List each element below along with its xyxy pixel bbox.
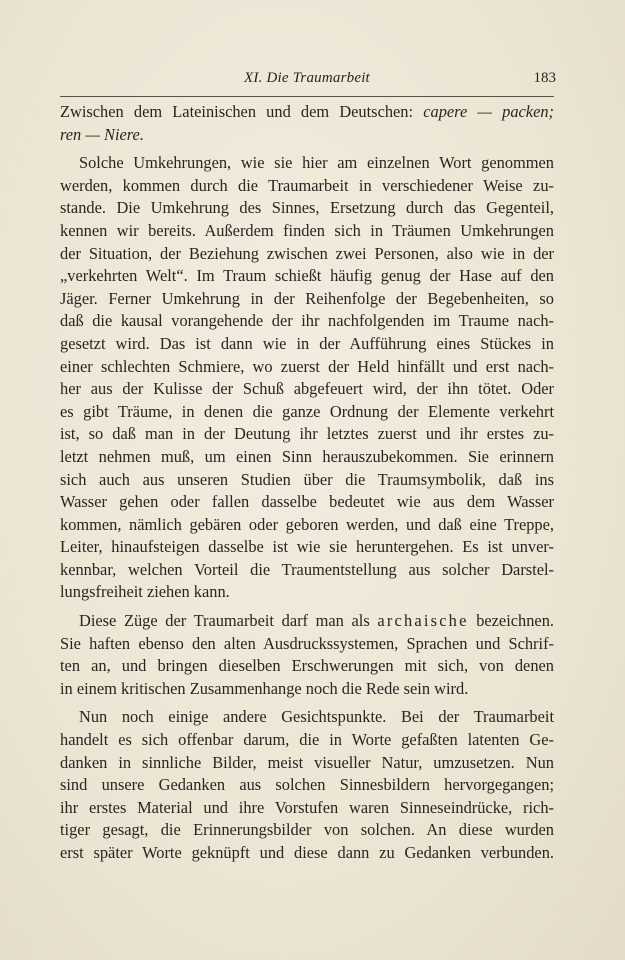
text-line: sind unsere Gedanken aus solchen Sinnesbildern hervorgegangen; — [60, 775, 554, 795]
text-line: daß die kausal vorangehende der ihr nachfolgenden im Traume nach- — [60, 311, 554, 331]
running-header — [60, 66, 554, 97]
paragraph — [60, 152, 554, 604]
paragraph — [60, 101, 554, 146]
text-line: Jäger. Ferner Umkehrung in der Reihenfolge der Begebenheiten, so — [60, 288, 554, 308]
text-line: kennbar, welchen Vorteil die Traumentstellung aus solcher Darstel- — [60, 559, 554, 579]
text-line: werden, kommen durch die Traumarbeit in verschiedener Weise zu- — [60, 175, 554, 195]
text-line: handelt es sich offenbar darum, die in Worte gefaßten latenten Ge- — [60, 730, 554, 750]
text-line: es gibt Träume, in denen die ganze Ordnung der Elemente verkehrt — [60, 401, 554, 421]
italic-segment: capere — packen; — [423, 102, 554, 121]
text-line: Nun noch einige andere Gesichtspunkte. Bei der Traumarbeit — [79, 707, 554, 727]
text-line: Leiter, hinaufsteigen dasselbe ist wie sie heruntergehen. Es ist unver- — [60, 537, 554, 557]
text-line: ten an, und bringen dieselben Erschwerungen mit sich, von denen — [60, 656, 554, 676]
text-segment: Diese Züge der Traumarbeit darf man als — [79, 611, 378, 631]
text-line: „verkehrten Welt“. Im Traum schießt häufig genug der Hase auf den — [60, 266, 554, 286]
text-line: letzt nehmen muß, um einen Sinn herauszubekommen. Sie erinnern — [60, 446, 554, 466]
text-line: Wasser gehen oder fallen dasselbe bedeutet wie aus dem Wasser — [60, 492, 554, 512]
paragraph — [60, 610, 554, 700]
body-text — [60, 101, 554, 865]
text-line: ist, so daß man in der Deutung ihr letztes zuerst und ihr erstes zu- — [60, 424, 554, 444]
running-title: XI. Die Traumarbeit — [244, 70, 370, 86]
text-line: kommen, nämlich gebären oder geboren werden, und daß eine Treppe, — [60, 514, 554, 534]
text-line: tiger gesagt, die Erinnerungsbilder von solchen. An diese wurden — [60, 820, 554, 840]
text-segment: Zwischen dem Lateinischen und dem Deutschen: — [60, 102, 424, 121]
paragraph — [60, 706, 554, 864]
text-line: in einem kritischen Zusammenhange noch die Rede sein wird. — [60, 678, 469, 698]
text-segment: bezeichnen. — [468, 611, 554, 631]
text-line: ihr erstes Material und ihre Vorstufen waren Sinneseindrücke, rich- — [60, 797, 554, 817]
text-line: Solche Umkehrungen, wie sie hier am einzelnen Wort genommen — [79, 153, 554, 173]
text-line: gesetzt wird. Das ist dann wie in der Aufführung eines Stückes in — [60, 333, 554, 353]
text-line: der Situation, der Beziehung zwischen zwei Personen, also wie in der — [60, 243, 554, 263]
text-line: lungsfreiheit ziehen kann. — [60, 582, 230, 602]
italic-segment: ren — Niere. — [60, 124, 144, 144]
text-line — [60, 101, 554, 124]
text-line: sich auch aus unseren Studien über die Traumsymbolik, daß ins — [60, 469, 554, 489]
text-line: stande. Die Umkehrung des Sinnes, Ersetzung durch das Gegenteil, — [60, 198, 554, 218]
text-line — [60, 124, 554, 147]
text-line — [60, 610, 554, 633]
text-line: kennen wir bereits. Außerdem finden sich in Träumen Umkehrungen — [60, 220, 554, 240]
page-number: 183 — [533, 70, 556, 86]
spaced-segment: archaische — [377, 611, 469, 631]
text-line: danken in sinnliche Bilder, meist visueller Natur, umzusetzen. Nun — [60, 752, 554, 772]
text-line: erst später Worte geknüpft und diese dann zu Gedanken verbunden. — [60, 843, 554, 862]
text-line: einer schlechten Schmiere, wo zuerst der Held hinfällt und erst nach- — [60, 356, 554, 376]
text-line: Sie haften ebenso den alten Ausdruckssystemen, Sprachen und Schrif- — [60, 633, 554, 653]
text-line: her aus der Kulisse der Schuß abgefeuert wird, der ihn tötet. Oder — [60, 379, 554, 399]
